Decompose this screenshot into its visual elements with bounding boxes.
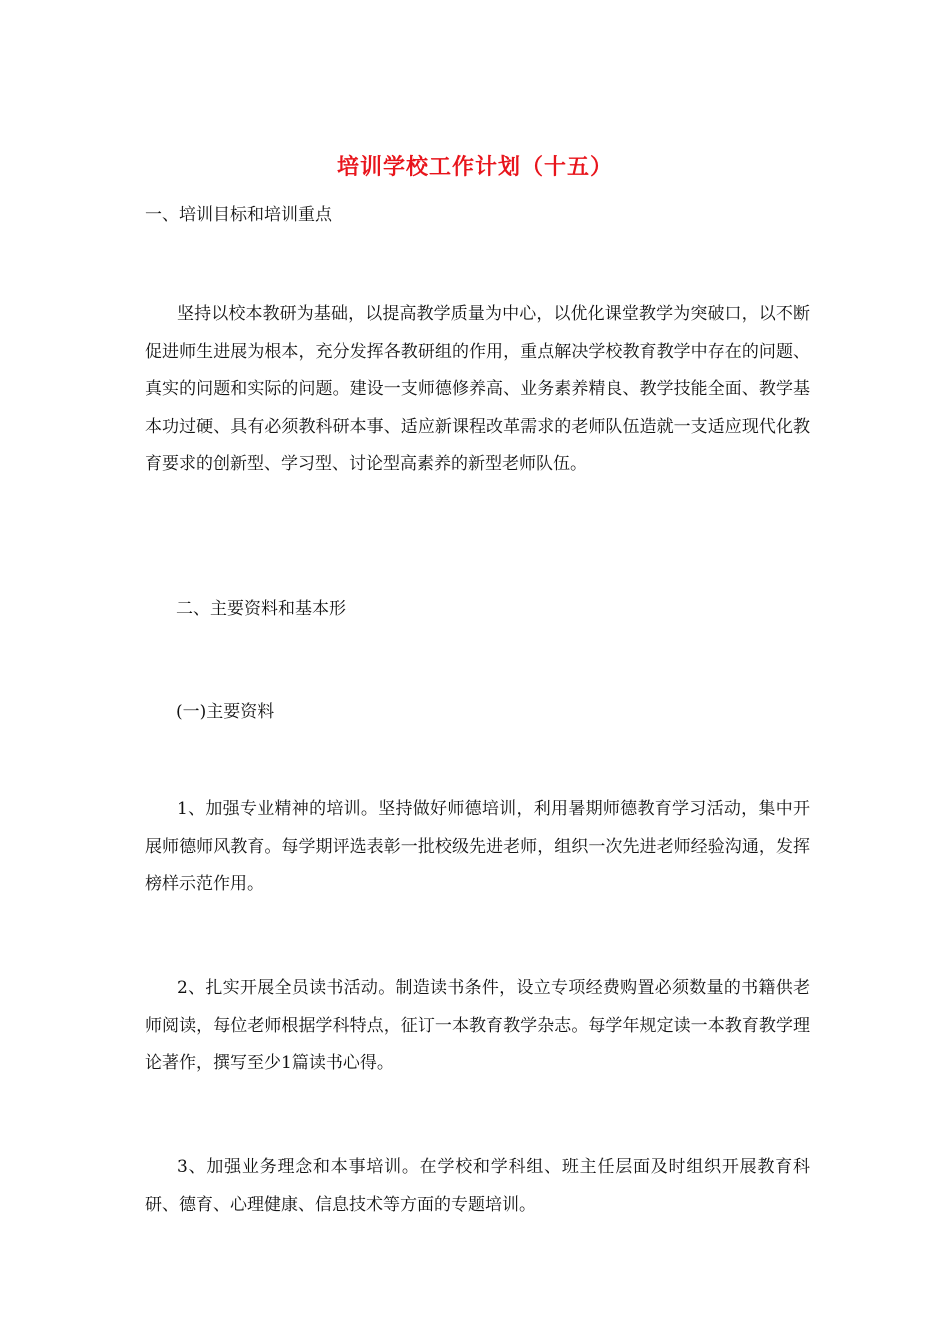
section-heading-1: 一、培训目标和培训重点 (145, 205, 332, 225)
list-item-3: 3、加强业务理念和本事培训。在学校和学科组、班主任层面及时组织开展教育科研、德育、心理健康、信息技术等方面的专题培训。 (145, 1157, 810, 1215)
subsection-heading-1: (一)主要资料 (176, 702, 275, 722)
list-item-2: 2、扎实开展全员读书活动。制造读书条件，设立专项经费购置必须数量的书籍供老师阅读，每位老师根据学科特点，征订一本教育教学杂志。每学年规定读一本教育教学理论著作，撰写至少1篇读书心得。 (145, 978, 810, 1073)
paragraph-goals: 坚持以校本教研为基础，以提高教学质量为中心，以优化课堂教学为突破口，以不断促进师生进展为根本，充分发挥各教研组的作用，重点解决学校教育教学中存在的问题、真实的问题和实际的问题。建设一支师德修养高、业务素养精良、教学技能全面、教学基本功过硬、具有必须教科研本事、适应新课程改革需求的老师队伍造就一支适应现代化教育要求的创新型、学习型、讨论型高素养的新型老师队伍。 (145, 304, 810, 474)
section-heading-2: 二、主要资料和基本形 (176, 599, 346, 619)
list-item-1: 1、加强专业精神的培训。坚持做好师德培训，利用暑期师德教育学习活动，集中开展师德师风教育。每学期评选表彰一批校级先进老师，组织一次先进老师经验沟通，发挥榜样示范作用。 (145, 799, 810, 894)
document-title: 培训学校工作计划（十五） (336, 154, 613, 180)
